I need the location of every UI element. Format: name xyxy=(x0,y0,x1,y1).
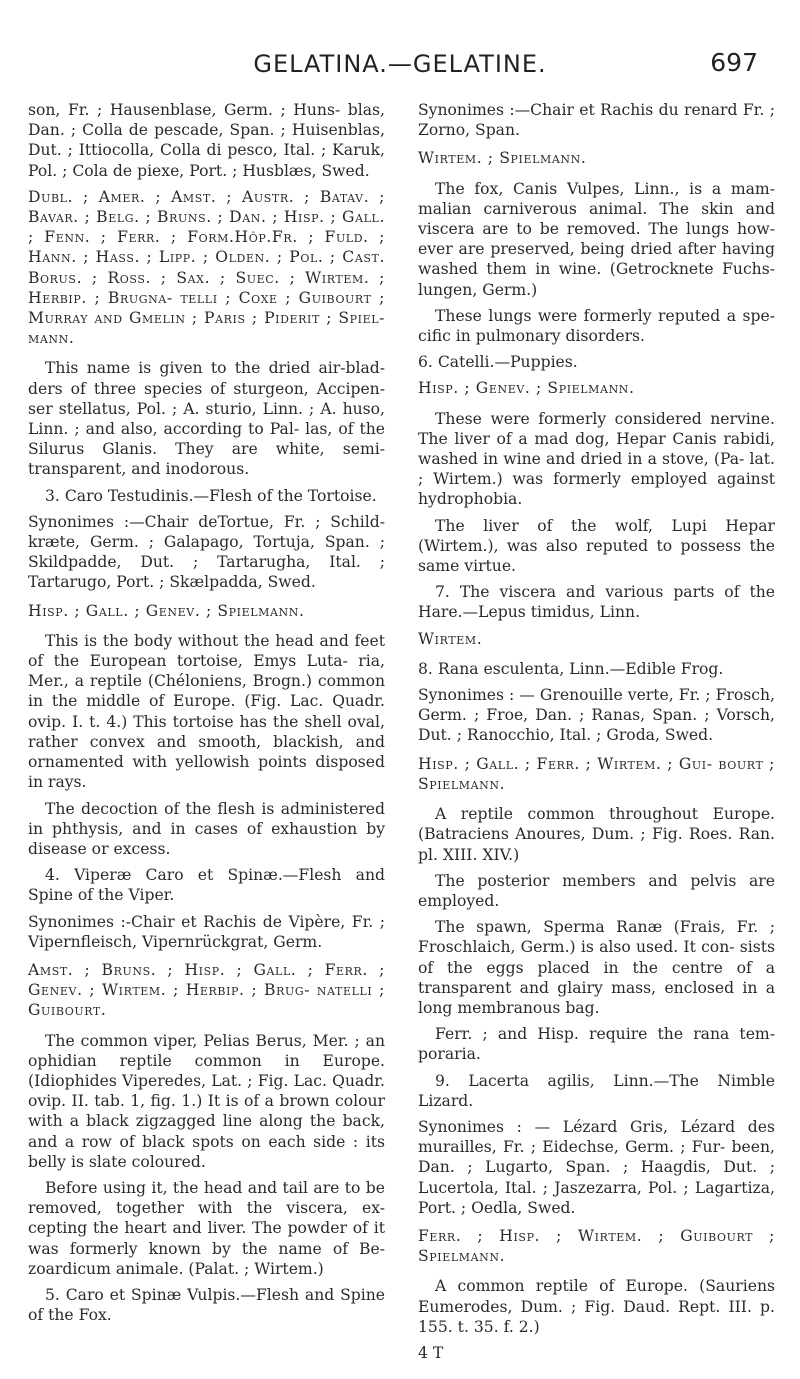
paragraph: A common reptile of Europe. (Sauriens Eumerodes, Dum. ; Fig. Daud. Rept. III. p. 155. t. 35. f. 2.) xyxy=(418,1277,775,1336)
paragraph: The liver of the wolf, Lupi Hepar (Wirtem.), was also reputed to possess the same virtue. xyxy=(418,516,775,576)
synonyms: Synonimes :—Chair et Rachis du renard Fr. ; Zorno, Span. xyxy=(418,101,775,140)
page-number: 697 xyxy=(710,48,758,77)
pharmacopoeia-list: Hisp. ; Genev. ; Spielmann. xyxy=(418,379,635,398)
paragraph: The decoction of the flesh is administered in phthysis, and in cases of exhaustion by disease or excess. xyxy=(28,799,385,858)
section-heading: 6. Catelli.—Puppies. xyxy=(418,353,578,372)
pharmacopoeia-list: Dubl. ; Amer. ; Amst. ; Austr. ; Batav. ; Bavar. ; Belg. ; Bruns. ; Dan. ; Hisp. ; Gall. ; Fenn. ; Ferr. ; Form.Hôp.Fr. ; Fuld. ; Hann. ; Hass. ; Lipp. ; Olden. ; Pol. ; Cast. Borus. ; Ross. ; Sax. ; Suec. ; Wirtem. ; Herbip. ; Brugna- telli ; Coxe ; Guibourt ; Murray and Gmelin ; Paris ; Piderit ; Spiel- mann. xyxy=(28,187,385,348)
paragraph: Ferr. ; and Hisp. require the rana tem- poraria. xyxy=(418,1025,775,1064)
section-heading: 8. Rana esculenta, Linn.—Edible Frog. xyxy=(418,659,724,678)
pharmacopoeia-list: Hisp. ; Gall. ; Genev. ; Spielmann. xyxy=(28,601,305,620)
paragraph: These were formerly considered nervine. The liver of a mad dog, Hepar Canis rabidi, washed in wine and dried in a stove, (Pa- lat. ; Wirtem.) was formerly employed against hydrophobia. xyxy=(418,409,775,509)
synonyms: Synonimes :-Chair et Rachis de Vipère, Fr. ; Vipernfleisch, Vipernrückgrat, Germ. xyxy=(28,912,385,951)
paragraph: This is the body without the head and feet of the European tortoise, Emys Luta- ria, Mer., a reptile (Chéloniens, Brogn.) common in the middle of Europe. (Fig. Lac. Quadr. ovip. I. t. 4.) This tortoise has the shell oval, rather convex and smooth, blackish, and ornamented with yellowish points disposed in rays. xyxy=(28,631,385,792)
section-heading: 4. Viperæ Caro et Spinæ.—Flesh and Spine of the Viper. xyxy=(28,866,385,905)
left-column xyxy=(28,100,385,1331)
paragraph: These lungs were formerly reputed a spe- cific in pulmonary disorders. xyxy=(418,306,775,346)
pharmacopoeia-list: Wirtem. ; Spielmann. xyxy=(418,149,587,168)
section-heading: 7. The viscera and various parts of the Hare.—Lepus timidus, Linn. xyxy=(418,583,775,622)
pharmacopoeia-list: Amst. ; Bruns. ; Hisp. ; Gall. ; Ferr. ; Genev. ; Wirtem. ; Herbip. ; Brug- natelli ; Guibourt. xyxy=(28,960,385,1020)
synonyms: Synonimes :—Chair deTortue, Fr. ; Schild- kræte, Germ. ; Galapago, Tortuja, Span. ; Skildpadde, Dut. ; Tartarugha, Ital. ; Tartarugo, Port. ; Skælpadda, Swed. xyxy=(28,512,385,592)
paragraph: son, Fr. ; Hausenblase, Germ. ; Huns- blas, Dan. ; Colla de pescade, Span. ; Huisenblas, Dut. ; Ittiocolla, Colla di pesco, Ital. ; Karuk, Pol. ; Cola de piexe, Port. ; Husblæs, Swed. xyxy=(28,101,385,180)
paragraph: The posterior members and pelvis are employed. xyxy=(418,871,775,910)
paragraph: A reptile common throughout Europe. (Batraciens Anoures, Dum. ; Fig. Roes. Ran. pl. XIII. XIV.) xyxy=(418,805,775,864)
pharmacopoeia-list: Hisp. ; Gall. ; Ferr. ; Wirtem. ; Gui- bourt ; Spielmann. xyxy=(418,754,775,793)
paragraph: The common viper, Pelias Berus, Mer. ; an ophidian reptile common in Europe. (Idiophides Viperedes, Lat. ; Fig. Lac. Quadr. ovip. II. tab. 1, fig. 1.) It is of a brown colour with a black zigzagged line along the back, and a row of black spots on each side : its belly is slate coloured. xyxy=(28,1031,385,1171)
pharmacopoeia-list: Wirtem. xyxy=(418,629,483,648)
running-head: GELATINA.—GELATINE. xyxy=(253,50,547,78)
right-column xyxy=(418,100,775,1369)
section-heading: 9. Lacerta agilis, Linn.—The Nimble Lizard. xyxy=(418,1071,775,1110)
synonyms: Synonimes : — Grenouille verte, Fr. ; Frosch, Germ. ; Froe, Dan. ; Ranas, Span. ; Vorsch, Dut. ; Ranocchio, Ital. ; Groda, Swed. xyxy=(418,686,775,745)
paragraph: Before using it, the head and tail are to be removed, together with the viscera, ex- cepting the heart and liver. The powder of it was formerly known by the name of Be- zoardicum animale. (Palat. ; Wirtem.) xyxy=(28,1178,385,1278)
pharmacopoeia-list: Ferr. ; Hisp. ; Wirtem. ; Guibourt ; Spielmann. xyxy=(418,1226,775,1266)
section-heading: 3. Caro Testudinis.—Flesh of the Tortoise. xyxy=(45,486,377,505)
synonyms: Synonimes : — Lézard Gris, Lézard des murailles, Fr. ; Eidechse, Germ. ; Fur- been, Dan. ; Lugarto, Span. ; Haagdis, Dut. ; Lucertola, Ital. ; Jaszezarra, Pol. ; Lagartiza, Port. ; Oedla, Swed. xyxy=(418,1117,775,1217)
paragraph: The spawn, Sperma Ranæ (Frais, Fr. ; Froschlaich, Germ.) is also used. It con- sists of the eggs placed in the centre of a transparent and glairy mass, enclosed in a long membranous bag. xyxy=(418,918,775,1017)
paragraph: This name is given to the dried air-blad- ders of three species of sturgeon, Accipen- ser stellatus, Pol. ; A. sturio, Linn. ; A. huso, Linn. ; and also, according to Pal- las, of the Silurus Glanis. They are white, semi-transparent, and inodorous. xyxy=(28,359,385,479)
signature-mark: 4 T xyxy=(418,1343,444,1362)
paragraph: The fox, Canis Vulpes, Linn., is a mam- malian carniverous animal. The skin and viscera are to be removed. The lungs how- ever are preserved, being dried after having washed them in wine. (Getrocknete Fuchs- lungen, Germ.) xyxy=(418,179,775,299)
section-heading: 5. Caro et Spinæ Vulpis.—Flesh and Spine of the Fox. xyxy=(28,1285,385,1325)
